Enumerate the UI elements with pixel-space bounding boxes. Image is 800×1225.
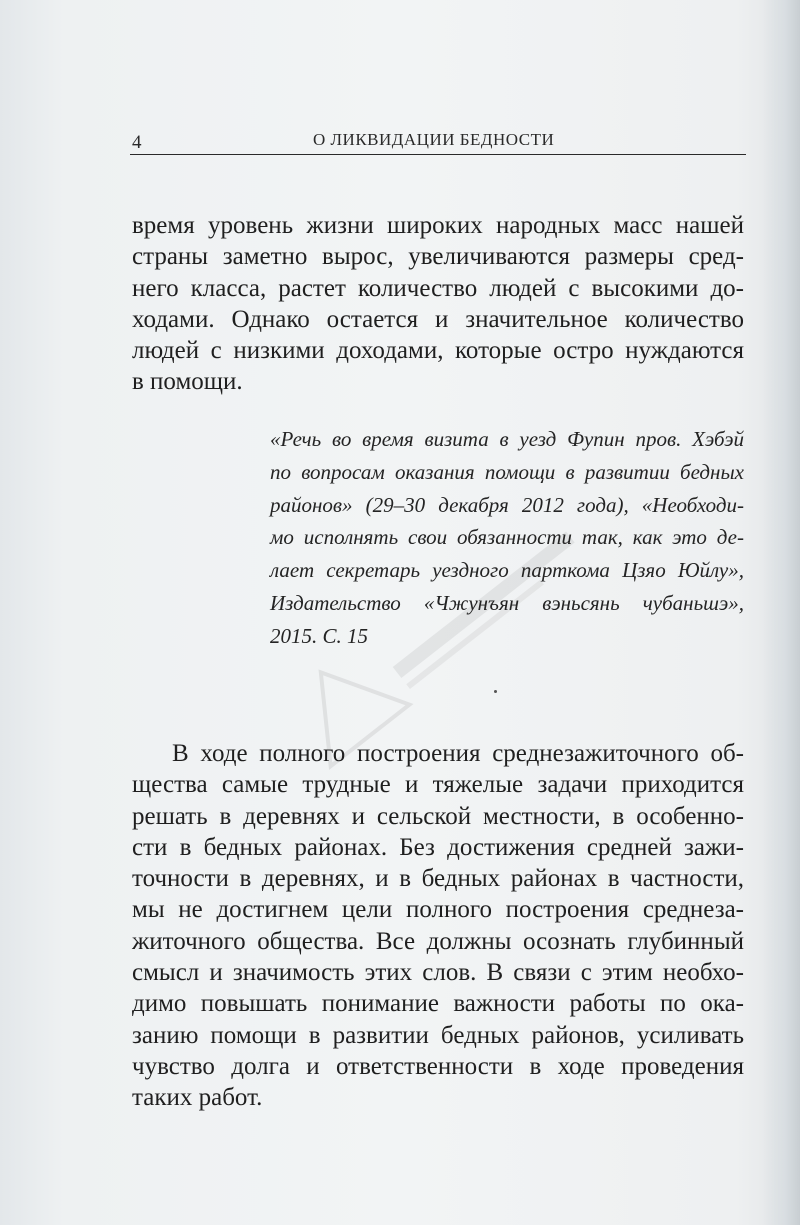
text-line: таких работ. (132, 1084, 263, 1112)
text-line: житочного общества. Все должны осознать глубинный (132, 927, 744, 955)
text-line: страны заметно вырос, увеличиваются размеры сред- (132, 243, 744, 271)
citation-line: Издательство «Чжунъян вэньсянь чубаньшэ», (270, 590, 744, 615)
citation-line: «Речь во время визита в уезд Фупин пров. Хэбэй (270, 427, 744, 451)
text-line: В ходе полного построения среднезажиточного об- (172, 740, 744, 767)
text-line: людей с низкими доходами, которые остро нуждаются (132, 337, 744, 365)
text-line: чувство долга и ответственности в ходе проведения (132, 1052, 744, 1080)
text-line: смысл и значимость этих слов. В связи с этим необхо- (132, 959, 744, 987)
body-paragraph-2 (132, 738, 744, 1114)
text-line: димо повышать понимание важности работы по ока- (132, 990, 744, 1018)
text-line: точности в деревнях, и в бедных районах в частности, (132, 865, 744, 893)
body-paragraph-1 (132, 210, 744, 398)
citation-line: по вопросам оказания помощи в развитии бедных (270, 459, 744, 484)
text-line: в помощи. (132, 368, 243, 396)
citation-line: мо исполнять свои обязанности так, как это де- (270, 525, 744, 550)
citation-line: районов» (29–30 декабря 2012 года), «Необходи- (270, 492, 744, 517)
text-line: ходами. Однако остается и значительное количество (132, 305, 744, 333)
text-line: занию помощи в развитии бедных районов, усиливать (132, 1021, 744, 1049)
text-line: щества самые трудные и тяжелые задачи приходится (132, 771, 744, 799)
text-line: время уровень жизни широких народных масс нашей (132, 212, 744, 239)
running-title: О ЛИКВИДАЦИИ БЕДНОСТИ (313, 130, 555, 149)
page-number: 4 (132, 132, 142, 153)
running-header (130, 128, 746, 155)
source-citation (270, 423, 744, 653)
citation-line: 2015. С. 15 (270, 623, 369, 648)
text-line: сти в бедных районах. Без достижения средней зажи- (132, 833, 744, 861)
text-line: решать в деревнях и сельской местности, в особенно- (132, 802, 744, 830)
text-line: мы не достигнем цели полного построения среднеза- (132, 896, 744, 924)
citation-line: лает секретарь уездного парткома Цзяо Юйлу», (270, 558, 744, 583)
text-line: него класса, растет количество людей с высокими до- (132, 274, 744, 302)
page-edge-shadow (762, 0, 800, 1225)
print-speck (494, 690, 497, 693)
